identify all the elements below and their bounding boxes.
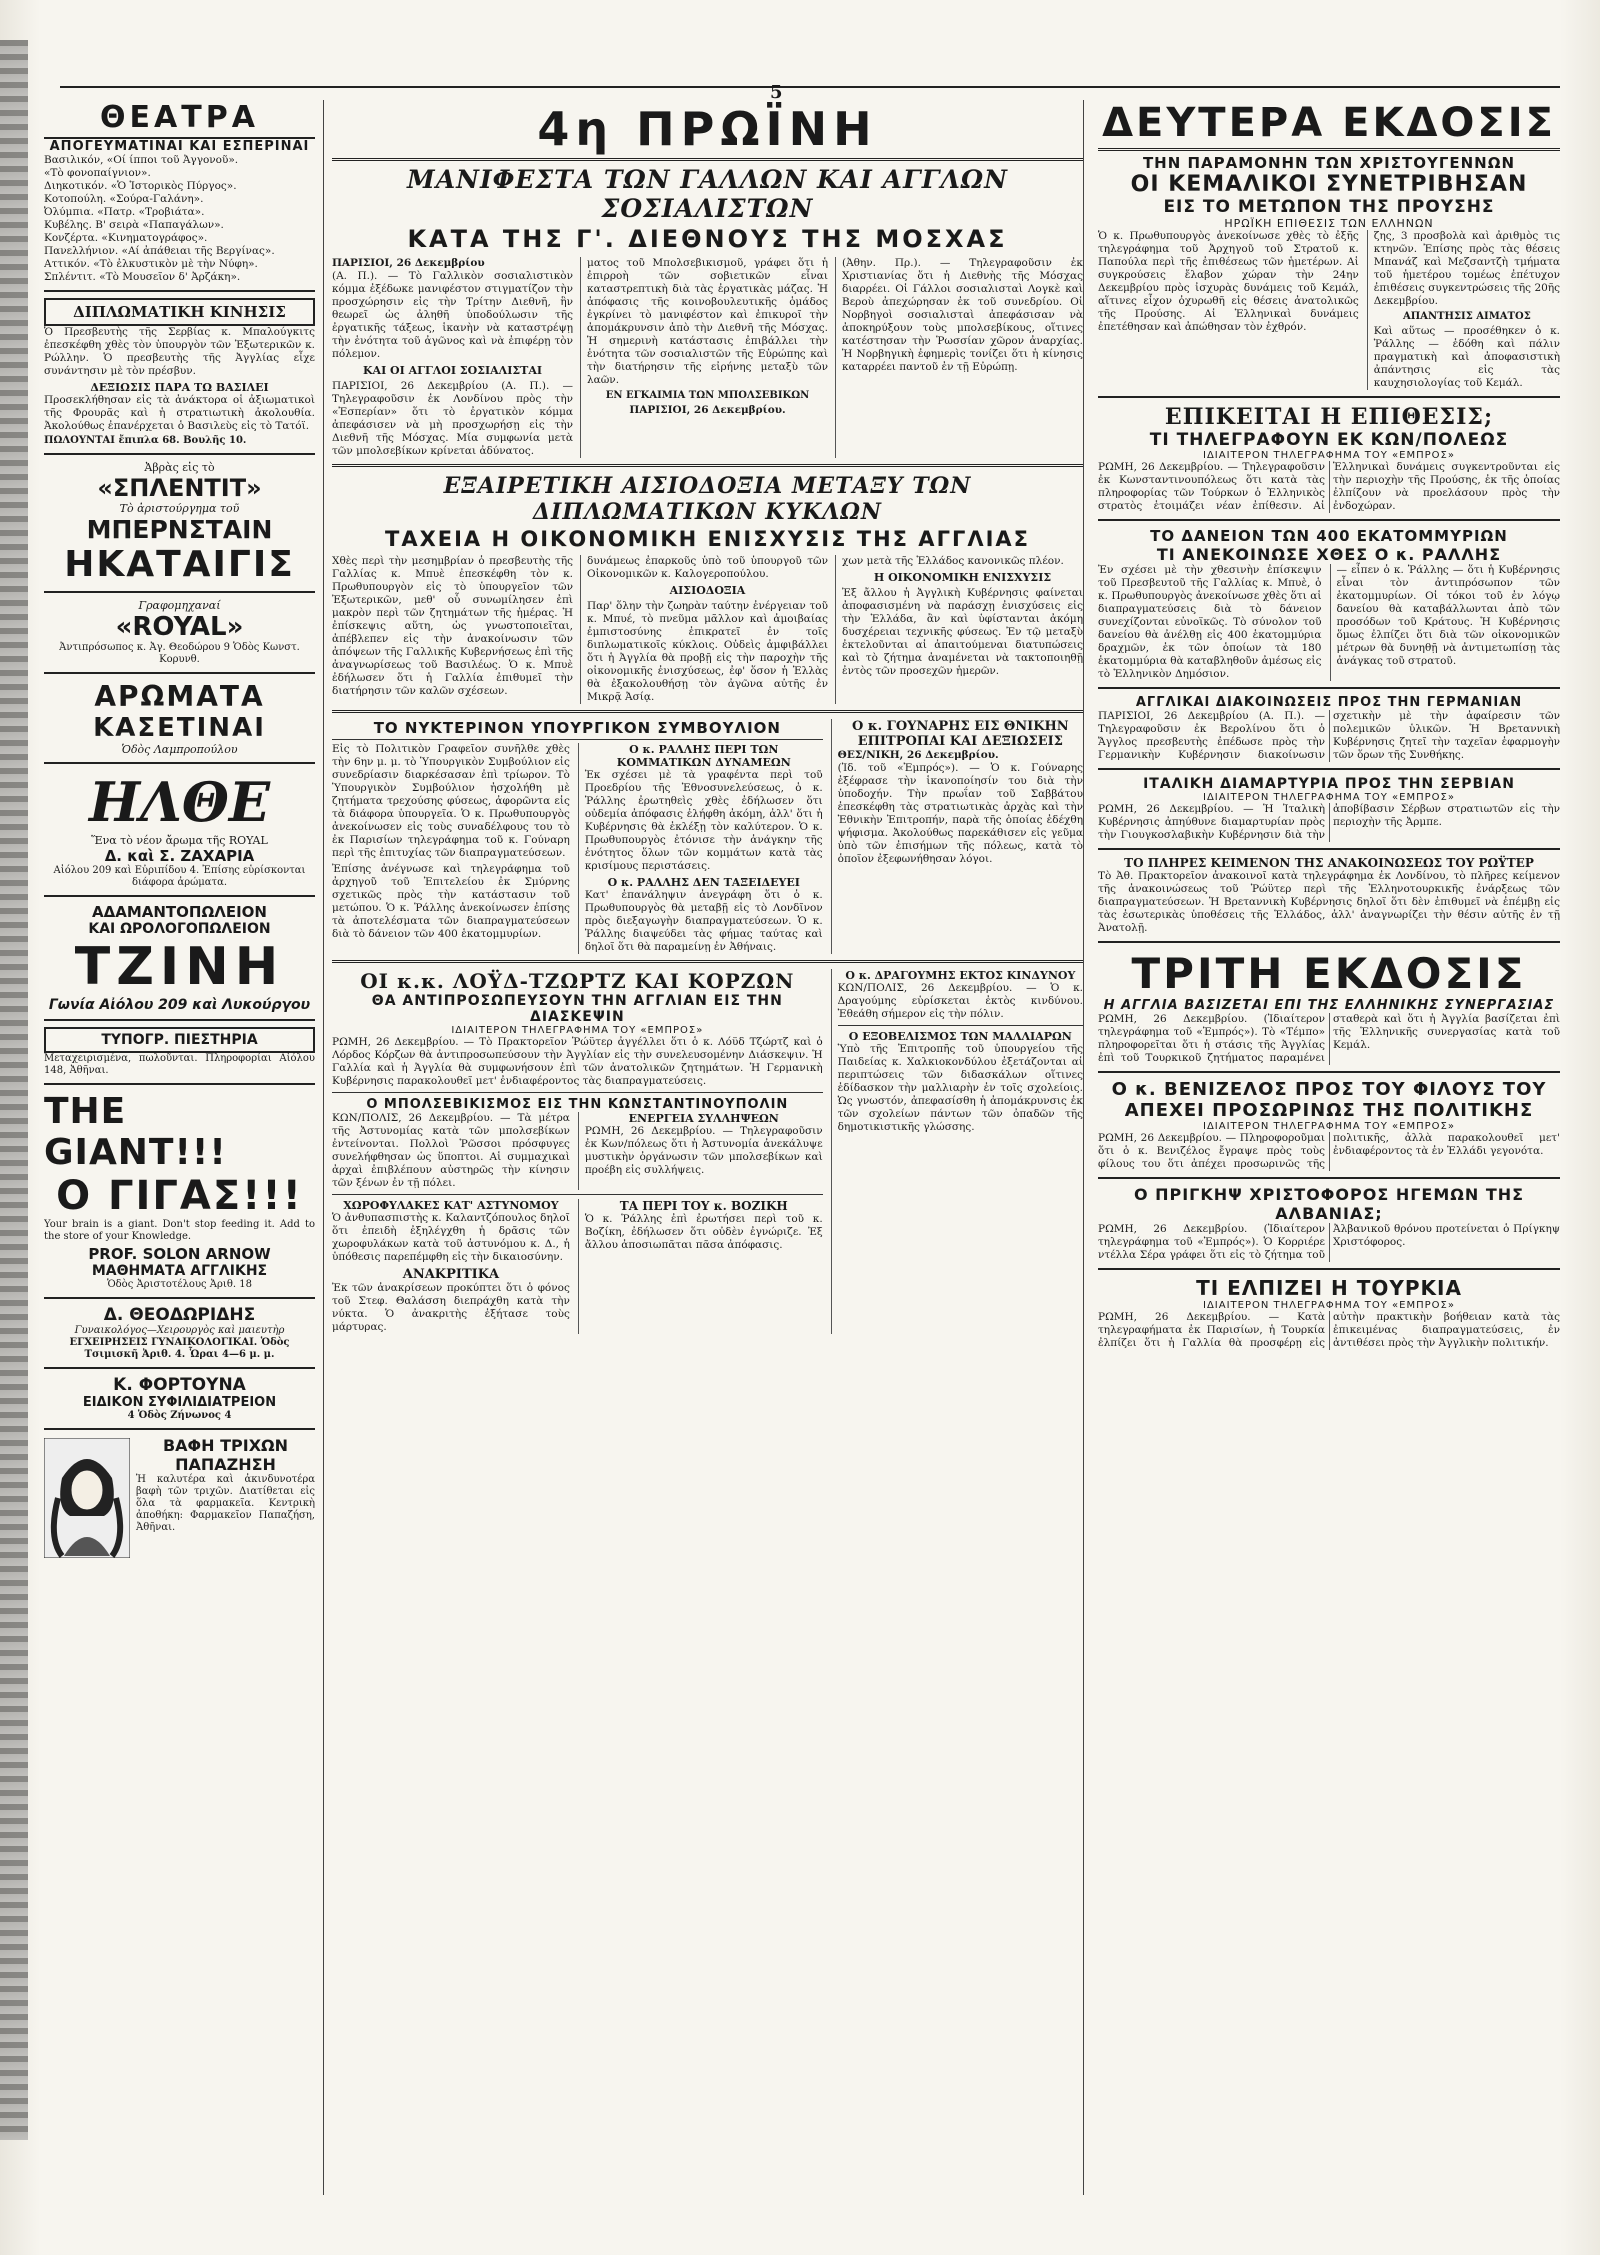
kemal-columns	[1098, 230, 1560, 390]
lloyd-text: ΡΩΜΗ, 26 Δεκεμβρίου. — Τὸ Πρακτορεῖον Ῥώϋτερ ἀγγέλλει ὅτι ὁ κ. Λόϋδ Τζώρτζ καὶ ὁ Λόρδος Κόρζων θὰ ἀντιπροσωπεύσουν τὴν Ἀγγλίαν εἰς τὴν συνελευσομένην Διάσκεψιν. Ἡ Γαλλία καὶ ἡ Ἀγγλία θὰ συμφωνήσουν ἐπὶ τῶν ἀνατολικῶν ζητημάτων. Ἡ Γερμανικὴ Κυβέρνησις παρακολουθεῖ μετ' ἐνδιαφέροντος τὰς διαπραγματεύσεις.	[332, 1036, 823, 1087]
ad-ilthe-sub: Ἕνα τὸ νέον ἄρωμα τῆς ROYAL	[91, 834, 268, 847]
gounaris-text: (Ἰδ. τοῦ «Ἐμπρός»). — Ὁ κ. Γούναρης ἐξέφρασε τὴν ἱκανοποίησίν του διὰ τὴν ὑποδοχήν. Τὴν πρωΐαν τοῦ Σαββάτου ἐπεσκέφθη τὰς στρατιωτικὰς ἀρχὰς καὶ τὴν Ἐθνικὴν Ἐπιτροπήν, παρὰ τῆς ὁποίας ἐδέχθη ψήφισμα. Ἀκολούθως παρεκάθισεν εἰς γεῦμα ὑπὸ τῶν ἐπισήμων τῆς πόλεως, κατὰ τὸ ὁποῖον ἐξεφωνήθησαν λόγοι.	[837, 762, 1083, 865]
ad-fortouna-title: Κ. ΦΟΡΤΟΥΝΑ	[113, 1375, 246, 1395]
ad-print-text: Μεταχειρισμένα, πωλοῦνται. Πληροφορίαι Αἰόλου 148, Ἀθῆναι.	[44, 1053, 315, 1076]
deposed-title: Ο ΕΞΟΒΕΛΙΣΜΟΣ ΤΩΝ ΜΑΛΛΙΑΡΩΝ	[848, 1030, 1072, 1043]
ad-splendid-pre: Ἀβρὰς εἰς τὸ	[144, 461, 215, 474]
attack-subtitle: ΤΙ ΤΗΛΕΓΡΑΦΟΥΝ ΕΚ ΚΩΝ/ΠΟΛΕΩΣ	[1149, 430, 1509, 450]
vozikis-title: ΤΑ ΠΕΡΙ ΤΟΥ κ. ΒΟΖΙΚΗ	[619, 1199, 788, 1213]
loan-text2: — εἶπεν ὁ κ. Ῥάλλης — ὅτι ἡ Κυβέρνησις εἶναι τὸν ἀντιπρόσωπον τῶν ἑκατομμυρίων. Οἱ τόκοι τοῦ ἐν λόγῳ δανείου θὰ καταβάλλωνται ἀπὸ τῶν προσόδων τοῦ Κράτους. Ἡ Κυβέρνησις ὅμως ἐλπίζει ὅτι διὰ τῶν οἰκονομικῶν μέτρων θὰ δυνηθῇ νὰ ἀντιμετωπίσῃ τὰς ἀνάγκας τοῦ στρατοῦ.	[1336, 564, 1560, 667]
sale-notice: ΠΩΛΟΥΝΤΑΙ ἔπιπλα 68. Βουλῆς 10.	[44, 435, 247, 446]
turkey-tag: ΙΔΙΑΙΤΕΡΟΝ ΤΗΛΕΓΡΑΦΗΜΑ ΤΟΥ «ΕΜΠΡΟΣ»	[1203, 1300, 1455, 1311]
ad-zacharia-text: Αἰόλου 209 καὶ Εὐριπίδου 4. Ἐπίσης εὑρίσκονται διάφορα ἀρώματα.	[53, 865, 306, 888]
theatre-item: Σπλέντιτ. «Τὸ Μουσεῖον δ' Ἀρζάκη».	[44, 271, 241, 283]
theatre-item: Κονζέρτα. «Κινηματογράφος».	[44, 232, 208, 244]
night-council-text2: Ἐπίσης ἀνέγνωσε καὶ τηλεγράφημα τοῦ ἀρχηγοῦ τοῦ Ἐπιτελείου ἐκ Σμύρνης σχετικῶς πρὸς τὴν κατάστασιν τοῦ μετώπου. Ὁ κ. Ῥάλλης ἀνεκοίνωσεν ἐπίσης τὰ ἀποτελέσματα τῶν διαπραγματεύσεων διὰ τὸ δάνειον τῶν 400 ἑκατομμυρίων.	[332, 863, 570, 940]
dragoumis-title: Ο κ. ΔΡΑΓΟΥΜΗΣ ΕΚΤΟΣ ΚΙΝΔΥΝΟΥ	[845, 969, 1076, 982]
loan-title: ΤΟ ΔΑΝΕΙΟΝ ΤΩΝ 400 ΕΚΑΤΟΜΜΥΡΙΩΝ	[1150, 527, 1508, 545]
theatre-item: Βασιλικόν, «Οί ίπποι τοῦ Ἀγγονοῦ».	[44, 154, 239, 166]
manifesto-col2-text: ματος τοῦ Μπολσεβικισμοῦ, γράφει ὅτι ἡ ἐπιρροὴ τῶν σοβιετικῶν εἶναι καταστρεπτικὴ διὰ τὰς ἐργατικὰς μάζας. Ἡ ἀπόφασις τῆς κοινοβουλευτικῆς ὁμάδος ἐγκρίνει τὸ μανιφέστον καὶ ἐπικυροῖ τὴν ἀπομάκρυνσιν ἀπὸ τὴν Διεθνῆ τῆς Μόσχας. Ἡ σημερινὴ κατάστασις ἐπιβάλλει τὴν ἑνότητα τῶν σοσιαλιστῶν τῆς Εὐρώπης καὶ τὴν διατήρησιν τῆς εἰρήνης μεταξὺ τῶν λαῶν.	[587, 257, 828, 386]
ad-theodoridis-text: ΕΓΧΕΙΡΗΣΕΙΣ ΓΥΝΑΙΚΟΛΟΓΙΚΑΙ. Ὁδὸς Τσιμισκῆ Ἀριθ. 4. Ὧραι 4—6 μ. μ.	[69, 1337, 290, 1360]
ad-tzini-title: ΤΖΙΝΗ	[74, 937, 285, 997]
ad-ikataigis: ΗΚΑΤΑΙΓΙΣ	[64, 544, 295, 585]
turkey-title: ΤΙ ΕΛΠΙΖΕΙ Η ΤΟΥΡΚΙΑ	[1196, 1276, 1462, 1300]
loan-text: Ἐν σχέσει μὲ τὴν χθεσινὴν ἐπίσκεψιν τοῦ Πρεσβευτοῦ τῆς Γαλλίας κ. Μπυὲ, ὁ κ. Πρωθυπουργὸς ἀνεκοίνωσε χθὲς ὅτι αἱ διαπραγματεύσεις διὰ τὸ δάνειον συνεχίζονται εὐνοϊκῶς. Τὸ σύνολον τοῦ δανείου θὰ ἀνέλθῃ εἰς 400 ἑκατομμύρια δραχμῶν, ἐκ τῶν ὁποίων τὰ 180 ἑκατομμύρια θὰ καταβληθοῦν ἀμέσως εἰς τὸ Ἑλληνικὸν Δημόσιον.	[1098, 564, 1322, 680]
reception-text: Προσεκλήθησαν εἰς τὰ ἀνάκτορα οἱ ἀξιωματικοὶ τῆς Φρουρᾶς καὶ ἡ στρατιωτικὴ ἀκολουθία. Ἀκολούθως ἐπανέρχεται ὁ Βασιλεὺς εἰς τὸ Τατόϊ.	[44, 394, 315, 432]
second-edition-heading: ΔΕΥΤΕΡΑ ΕΚΔΟΣΙΣ	[1098, 100, 1560, 151]
gounaris-date: ΘΕΣ/ΝΙΚΗ, 26 Δεκεμβρίου.	[837, 749, 999, 761]
ad-print	[44, 1027, 315, 1077]
ad-fortouna-sub: ΕΙΔΙΚΟΝ ΣΥΦΙΛΙΔΙΑΤΡΕΙΟΝ	[82, 1395, 277, 1410]
venizelos-tag: ΙΔΙΑΙΤΕΡΟΝ ΤΗΛΕΓΡΑΦΗΜΑ ΤΟΥ «ΕΜΠΡΟΣ»	[1203, 1121, 1455, 1132]
night-council-columns	[332, 743, 823, 954]
theatre-subheading: ΑΠΟΓΕΥΜΑΤΙΝΑΙ ΚΑΙ ΕΣΠΕΡΙΝΑΙ	[49, 139, 310, 154]
german-title: ΑΓΓΛΙΚΑΙ ΔΙΑΚΟΙΝΩΣΕΙΣ ΠΡΟΣ ΤΗΝ ΓΕΡΜΑΝΙΑΝ	[1135, 695, 1523, 710]
diplomatic-col2-text: Παρ' ὅλην τὴν ζωηρὰν ταύτην ἐνέργειαν τοῦ κ. Μπυέ, τὸ πνεῦμα μᾶλλον καὶ ἀμοιβαίας ἐμπιστοσύνης ἐπικρατεῖ ἐν τοῖς διπλωματικοῖς κύκλοις. Οὐδεὶς ἀμφιβάλλει ὅτι ἡ Ἀγγλία θὰ προβῇ εἰς τὴν παροχὴν τῆς οἰκονομικῆς ἐνισχύσεως, ἐφ' ὅσον ἡ Ἑλλὰς θὰ ἐξακολουθήσῃ τὸν ἀγῶνα αὐτῆς ἐν Μικρᾷ Ἀσίᾳ.	[587, 600, 828, 703]
guards-text: Ὁ ἀνθυπασπιστὴς κ. Καλαντζόπουλος δηλοῖ ὅτι ἐπειδὴ ἐξηλέγχθη ἡ δρᾶσις τῶν χωροφυλάκων κατὰ τοῦ ἀστυνόμου κ. Δ., ἡ ὑπόθεσις παρεπέμφθη εἰς τὴν δικαιοσύνην.	[332, 1212, 570, 1263]
vozikis-text: Ὁ κ. Ῥάλλης ἐπὶ ἐρωτήσει περὶ τοῦ κ. Βοζίκη, ἐδήλωσεν ὅτι οὐδὲν ἐγνώριζε. Ἐξ ἄλλου ἀποσιωπᾶται πᾶσα ἀπόφασις.	[584, 1213, 823, 1251]
dragoumis-text: ΚΩΝ/ΠΟΛΙΣ, 26 Δεκεμβρίου. — Ὁ κ. Δραγούμης εὑρίσκεται ἐκτὸς κινδύνου. Ἐθεάθη σήμερον εἰς τὴν πόλιν.	[837, 982, 1083, 1020]
ad-ilthe-title: ΗΛΘΕ	[88, 770, 271, 834]
ad-theodoridis	[44, 1305, 315, 1361]
rallis-text2: Κατ' ἐπανάληψιν ἀνεγράφη ὅτι ὁ κ. Πρωθυπουργὸς θὰ μεταβῇ εἰς τὸ Λονδῖνον πρὸς διεξαγωγὴν διαπραγματεύσεων. Ὁ κ. Ῥάλλης διαψεύδει τὰς φήμας ταύτας καὶ δηλοῖ ὅτι θὰ παραμείνῃ ἐν Ἀθήναις.	[584, 889, 823, 953]
lloyd-section	[332, 969, 1083, 1334]
diplomatic-optimism-title: ΕΞΑΙΡΕΤΙΚΗ ΑΙΣΙΟΔΟΞΙΑ ΜΕΤΑΞΥ ΤΩΝ ΔΙΠΛΩΜΑΤΙΚΩΝ ΚΥΚΛΩΝ	[443, 473, 972, 525]
ad-giant	[44, 1091, 315, 1291]
italy-title: ΙΤΑΛΙΚΗ ΔΙΑΜΑΡΤΥΡΙΑ ΠΡΟΣ ΤΗΝ ΣΕΡΒΙΑΝ	[1143, 776, 1515, 792]
ad-theodoridis-title: Δ. ΘΕΟΔΩΡΙΔΗΣ	[103, 1305, 256, 1325]
theatre-item: Πανελλήνιον. «Αί ἀπάθειαι τῆς Βεργίνας».	[44, 245, 275, 257]
deposed-text: Ὑπὸ τῆς Ἐπιτροπῆς τοῦ ὑπουργείου τῆς Παιδείας κ. Χαλκιοκονδύλου ἐξετάζονται αἱ περιπτώσεις τῶν διδασκάλων οἵτινες ἐδίδασκον τὴν μαλλιαρὴν ἐν τοῖς σχολείοις. Ὡς γνωστόν, ἀπεφασίσθη ἡ ἀπομάκρυνσις ἐκ τῶν σχολείων πάντων τῶν ὀπαδῶν τῆς δημοτικιστικῆς γλώσσης.	[837, 1043, 1083, 1133]
manifesto-col1-subheading: ΚΑΙ ΟΙ ΑΓΓΛΟΙ ΣΟΣΙΑΛΙΣΤΑΙ	[362, 364, 542, 377]
theatre-item: «Τὸ φονοπαίγνιον».	[44, 167, 151, 179]
diplomatic-optimism-subtitle: ΤΑΧΕΙΑ Η ΟΙΚΟΝΟΜΙΚΗ ΕΝΙΣΧΥΣΙΣ ΤΗΣ ΑΓΓΛΙΑΣ	[385, 527, 1030, 551]
italy-tag: ΙΔΙΑΙΤΕΡΟΝ ΤΗΛΕΓΡΑΦΗΜΑ ΤΟΥ «ΕΜΠΡΟΣ»	[1203, 792, 1455, 803]
kemal-text: Ὁ κ. Πρωθυπουργὸς ἀνεκοίνωσε χθὲς τὸ ἐξῆς τηλεγράφημα τοῦ Ἀρχηγοῦ τοῦ Στρατοῦ κ. Παπούλα περὶ τῆς ἐπιθέσεως τῶν ἡμετέρων. Αἱ συγκρούσεις ἔλαβον χώραν τὴν 24ην Δεκεμβρίου πρὸς ἰσχυρὰς δυνάμεις τοῦ Κεμάλ, αἵτινες εἶχον ὀχυρωθῆ εἰς θέσεις ἀνατολικῶς τῆς Προύσης. Αἱ Ἑλληνικαὶ δυνάμεις ἐπετέθησαν καὶ ἀπώθησαν τὸν ἐχθρόν.	[1098, 230, 1359, 333]
venizelos-subtitle: ΑΠΕΧΕΙ ΠΡΟΣΩΡΙΝΩΣ ΤΗΣ ΠΟΛΙΤΙΚΗΣ	[1124, 1100, 1534, 1121]
manifesto-col1-text: (Α. Π.). — Τὸ Γαλλικὸν σοσιαλιστικὸν κόμμα ἐξέδωκε μανιφέστον στιγματίζον τὴν προσχώρησιν εἰς τὴν Τρίτην Διεθνῆ, ἣν θεωρεῖ ὡς ἀληθῆ ὑποδούλωσιν τῆς ἐργατικῆς τάξεως, ἱκανὴν νὰ καταστρέψῃ τὴν ἑνότητα τοῦ ἀγῶνος καὶ νὰ ἐπιφέρῃ τὸν πόλεμον.	[332, 270, 573, 360]
rallis-title: Ο κ. ΡΑΛΛΗΣ ΠΕΡΙ ΤΩΝ ΚΟΜΜΑΤΙΚΩΝ ΔΥΝΑΜΕΩΝ	[616, 743, 791, 769]
kemal-tag: ΗΡΩΪΚΗ ΕΠΙΘΕΣΙΣ ΤΩΝ ΕΛΛΗΝΩΝ	[1224, 217, 1434, 230]
diplomatic-col3-text: Ἐξ ἄλλου ἡ Ἀγγλικὴ Κυβέρνησις φαίνεται ἀποφασισμένη νὰ παράσχῃ ἐνισχύσεις εἰς τὴν Ἑλλάδα, ἂν καὶ ὑφίστανται ἀκόμη δυσχέρειαι τεχνικῆς φύσεως. Ἐν τῷ μεταξὺ ἐκτελοῦνται αἱ ἀπαιτούμεναι διατυπώσεις καὶ τὸ ζήτημα ἀναμένεται νὰ τακτοποιηθῇ ἐντὸς τῶν προσεχῶν ἡμερῶν.	[842, 587, 1083, 677]
ad-papazisi	[44, 1436, 315, 1534]
reuter-title: ΤΟ ΠΛΗΡΕΣ ΚΕΙΜΕΝΟΝ ΤΗΣ ΑΝΑΚΟΙΝΩΣΕΩΣ ΤΟΥ ΡΩΫΤΕΡ	[1124, 856, 1534, 870]
ad-giant-text: Your brain is a giant. Don't stop feeding it. Add to the store of your Knowledge.	[44, 1219, 315, 1242]
reception-heading: ΔΕΞΙΩΣΙΣ ΠΑΡΑ ΤΩ ΒΑΣΙΛΕΙ	[90, 381, 269, 394]
theatre-item: Αττικόν. «Τὸ ἐλκυστικὸν μὲ τὴν Νύφη».	[44, 258, 258, 270]
binding-edge	[0, 40, 28, 2140]
kemal-text2: ζης, 3 προσβολὰ καὶ ἀριθμὸς τις κτηνῶν. Ἐπίσης πρὸς τὰς θέσεις Μπανάζ καὶ Μεζσαντζὴ τμήματα τοῦ ἡμετέρου τομέως ἐπέτυχον ἐπιθέσεις συγκεντρώσεις τῆς 20ῆς Δεκεμβρίου.	[1373, 230, 1560, 307]
albania-title: Ο ΠΡΙΓΚΗΨ ΧΡΙΣΤΟΦΟΡΟΣ ΗΓΕΜΩΝ ΤΗΣ ΑΛΒΑΝΙΑΣ;	[1133, 1185, 1525, 1223]
ad-mbernstain: ΜΠΕΡΝΣΤΑΙΝ	[86, 515, 273, 544]
diplomatic-col1-text: Χθὲς περὶ τὴν μεσημβρίαν ὁ πρεσβευτὴς τῆς Γαλλίας κ. Μπυὲ ἐπεσκέφθη τὸν κ. Πρωθυπουργὸν εἰς τὸ ὑπουργεῖον τῶν Ἐξωτερικῶν, μεθ' οὗ συνωμίλησεν ἐπὶ μακρὸν περὶ τῶν ζητημάτων τῆς ἡμέρας. Ἡ ἐπίσκεψις αὕτη, ὡς γνωστοποιεῖται, ἀπέβλεπεν εἰς τὴν ἀνακοίνωσιν τῶν ἀπόψεων τῆς Γαλλικῆς Κυβερνήσεως ἐπὶ τῆς ἀναγνωρίσεως τοῦ Βασιλέως. Ὁ κ. Μπυὲ ἐδήλωσεν ὅτι ἡ Γαλλία ἐπιθυμεῖ τὴν διατήρησιν τῶν καλῶν σχέσεων.	[332, 555, 573, 697]
lloyd-tag: ΙΔΙΑΙΤΕΡΟΝ ΤΗΛΕΓΡΑΦΗΜΑ ΤΟΥ «ΕΜΠΡΟΣ»	[451, 1025, 704, 1036]
german-text: ΠΑΡΙΣΙΟΙ, 26 Δεκεμβρίου (Α. Π.). — Τηλεγραφοῦσιν ἐκ Βερολίνου ὅτι ὁ Ἄγγλος πρεσβευτὴς ἐπέδωσε πρὸς τὴν Γερμανικὴν Κυβέρνησιν διακοίνωσιν σχετικὴν μὲ τὴν ἀφαίρεσιν τῶν πολεμικῶν ὑλικῶν. Ἡ Βρεταννικὴ Κυβέρνησις ζητεῖ τὴν ταχεῖαν ἐφαρμογὴν τῶν ὅρων τῆς Συνθήκης.	[1098, 710, 1560, 761]
manifesto-col1-dateline: ΠΑΡΙΣΙΟΙ, 26 Δεκεμβρίου	[332, 257, 485, 269]
theatre-item: Ὀλύμπια. «Πατρ. «Τροβιάτα».	[44, 206, 205, 218]
edition-heading: 4η ΠΡΩΪΝΗ	[332, 100, 1083, 161]
kemal-subtitle: ΕΙΣ ΤΟ ΜΕΤΩΠΟΝ ΤΗΣ ΠΡΟΥΣΗΣ	[1163, 197, 1495, 217]
guards-title: ΧΩΡΟΦΥΛΑΚΕΣ ΚΑΤ' ΑΣΤΥΝΟΜΟΥ	[343, 1199, 559, 1212]
bolshevik-subtitle: ΕΝΕΡΓΕΙΑ ΣΥΛΛΗΨΕΩΝ	[628, 1112, 779, 1125]
bolshevik-title: Ο ΜΠΟΛΣΕΒΙΚΙΣΜΟΣ ΕΙΣ ΤΗΝ ΚΩΝΣΤΑΝΤΙΝΟΥΠΟΛΙΝ	[366, 1097, 789, 1112]
kemal-text3: Καὶ αὕτως — προσέθηκεν ὁ κ. Ῥάλλης — ἐδόθη καὶ πάλιν πραγματικὴ καὶ ἀποφασιστικὴ ἀπάντησις εἰς τὰς καυχησιολογίας τοῦ Κεμάλ.	[1373, 325, 1560, 389]
night-council-title: ΤΟ ΝΥΚΤΕΡΙΝΟΝ ΥΠΟΥΡΓΙΚΟΝ ΣΥΜΒΟΥΛΙΟΝ	[332, 719, 823, 740]
england-title: Η ΑΓΓΛΙΑ ΒΑΣΙΖΕΤΑΙ ΕΠΙ ΤΗΣ ΕΛΛΗΝΙΚΗΣ ΣΥΝΕΡΓΑΣΙΑΣ	[1103, 998, 1555, 1013]
reuter-text: Τὸ Ἀθ. Πρακτορεῖον ἀνακοινοῖ κατὰ τηλεγράφημα ἐκ Λονδίνου, τὸ πλῆρες κείμενον τῆς ἀνακοινώσεως τοῦ Ῥώϋτερ περὶ τῆς Ἑλληνοτουρκικῆς ἐνάρξεως τῶν διαπραγματεύσεων. Ἡ Βρεταννικὴ Κυβέρνησις δηλοῖ ὅτι δὲν ἐπιθυμεῖ νὰ ἐπέμβῃ εἰς τὰς ἐσωτερικὰς ὑποθέσεις τῆς Ἑλλάδος, ἀλλ' ἀναγνωρίζει τὴν θέσιν αὐτῆς ἐν τῇ Ἀνατολῇ.	[1098, 870, 1560, 934]
manifesto-columns	[332, 257, 1083, 458]
gounaris-title: Ο κ. ΓΟΥΝΑΡΗΣ ΕΙΣ ΘΝΙΚΗΝ ΕΠΙΤΡΟΠΑΙ ΚΑΙ ΔΕΞΙΩΣΕΙΣ	[851, 719, 1069, 749]
ad-aromata-title: ΑΡΩΜΑΤΑ	[94, 680, 265, 713]
ad-prof: PROF. SOLON ARNOW	[88, 1245, 271, 1263]
ad-aromata	[44, 680, 315, 756]
diplomatic-col3-pre: χων μετὰ τῆς Ἑλλάδος κανονικῶς πλέον.	[842, 555, 1064, 567]
kemal-title: ΟΙ ΚΕΜΑΛΙΚΟΙ ΣΥΝΕΤΡΙΒΗΣΑΝ	[1130, 172, 1528, 197]
ad-royal-pre: Γραφομηχαναί	[138, 599, 221, 612]
rallis-subtitle: Ο κ. ΡΑΛΛΗΣ ΔΕΝ ΤΑΞΕΙΔΕΥΕΙ	[607, 876, 800, 889]
theatre-heading: ΘΕΑΤΡΑ	[44, 100, 315, 139]
anakritika-title: ΑΝΑΚΡΙΤΙΚΑ	[402, 1267, 500, 1282]
diplomatic-col2-subheading: ΑΙΣΙΟΔΟΞΙΑ	[669, 584, 746, 597]
ad-kasetinai: ΚΑΣΕΤΙΝΑΙ	[93, 713, 266, 743]
ad-splendid-mid: Τὸ ἀριστούργημα τοῦ	[119, 502, 240, 515]
ad-giant-title: THE GIANT!!!	[44, 1091, 227, 1173]
venizelos-title: Ο κ. ΒΕΝΙΖΕΛΟΣ ΠΡΟΣ ΤΟΥ ΦΙΛΟΥΣ ΤΟΥ	[1111, 1079, 1547, 1100]
diplomatic-col3-subheading: Η ΟΙΚΟΝΟΜΙΚΗ ΕΝΙΣΧΥΣΙΣ	[873, 571, 1052, 584]
night-council-text: Εἰς τὸ Πολιτικὸν Γραφεῖον συνῆλθε χθὲς τὴν 6ην μ. μ. τὸ Ὑπουργικὸν Συμβούλιον εἰς συνεδρίασιν διαρκέσασαν ἐπὶ τρίωρον. Τὸ Ὑπουργικὸν Συμβούλιον ἠσχολήθη μὲ ζητήματα τρεχούσης φύσεως, ἀφορῶντα εἰς τὰ διάφορα ὑπουργεῖα. Ὁ κ. Πρωθυπουργὸς ἀνεκοίνωσεν εἰς τοὺς συναδέλφους του τὸ ἐκ Παρισίων τηλεγράφημα τοῦ κ. Γούναρη περὶ τῆς ἐπιτυχίας τῶν διαπραγματεύσεων.	[332, 743, 570, 859]
ad-aromata-sub: Ὁδὸς Λαμπροπούλου	[121, 743, 238, 756]
ad-ogigas: Ο ΓΙΓΑΣ!!!	[56, 1173, 303, 1219]
ad-fortouna-addr: 4 Ὁδὸς Ζήνωνος 4	[127, 1410, 232, 1421]
kemal-subheading2: ΑΠΑΝΤΗΣΙΣ ΑΙΜΑΤΟΣ	[1402, 311, 1531, 322]
diplomatic-heading: ΔΙΠΛΩΜΑΤΙΚΗ ΚΙΝΗΣΙΣ	[44, 298, 315, 326]
loan-columns	[1098, 564, 1560, 681]
ad-splendid-title: «ΣΠΛΕΝΤΙΤ»	[97, 474, 262, 502]
bolshevik-text2: ΡΩΜΗ, 26 Δεκεμβρίου. — Τηλεγραφοῦσιν ἐκ Κων/πόλεως ὅτι ἡ Ἀστυνομία ἀνεκάλυψε μυστικὴν ὀργάνωσιν τῶν μπολσεβίκων καὶ προέβη εἰς συλλήψεις.	[584, 1125, 823, 1176]
right-column	[1092, 100, 1560, 2195]
ad-papazisi-text: Ἡ καλυτέρα καὶ ἀκινδυνοτέρα βαφὴ τῶν τριχῶν. Διατίθεται εἰς ὅλα τὰ φαρμακεῖα. Κεντρικὴ ἀποθήκη: Φαρμακεῖον Παπαζήση, Ἀθῆναι.	[136, 1474, 315, 1533]
attack-title: ΕΠΙΚΕΙΤΑΙ Η ΕΠΙΘΕΣΙΣ;	[1164, 404, 1494, 430]
ad-royal-title: «ROYAL»	[115, 612, 244, 642]
ad-tzini-addr: Γωνία Αἰόλου 209 καὶ Λυκούργου	[48, 997, 311, 1013]
lloyd-subtitle: ΘΑ ΑΝΤΙΠΡΟΣΩΠΕΥΣΟΥΝ ΤΗΝ ΑΓΓΛΙΑΝ ΕΙΣ ΤΗΝ ΔΙΑΣΚΕΨΙΝ	[371, 993, 783, 1025]
bolshevik-columns	[332, 1112, 823, 1190]
ad-zacharia: Δ. καὶ Σ. ΖΑΧΑΡΙΑ	[104, 847, 255, 865]
manifesto-subtitle: ΚΑΤΑ ΤΗΣ Γ'. ΔΙΕΘΝΟΥΣ ΤΗΣ ΜΟΣΧΑΣ	[407, 225, 1008, 253]
ad-tzini	[44, 903, 315, 1013]
manifesto-col2-date: ΠΑΡΙΣΙΟΙ, 26 Δεκεμβρίου.	[629, 404, 786, 416]
manifesto-col1-text2: ΠΑΡΙΣΙΟΙ, 26 Δεκεμβρίου (Α. Π.). — Τηλεγραφοῦσιν ἐκ Λονδίνου πρὸς τὴν «Ἐσπερίαν» ὅτι τὸ ἐργατικὸν κόμμα ἀπεφάσισεν νὰ μὴ προσχωρήσῃ εἰς τὴν Διεθνῆ τῆς Μόσχας. Μία συμφωνία μετὰ τῶν μπολσεβίκων κρίνεται ἀδύνατος.	[332, 380, 573, 457]
theatre-list	[44, 154, 315, 284]
center-column	[332, 100, 1084, 2195]
rallis-text: Ἐκ σχέσει μὲ τὰ γραφέντα περὶ τοῦ Προεδρίου τῆς Ἐθνοσυνελεύσεως, ὁ κ. Ῥάλλης ἐρωτηθεὶς χθὲς ἐδήλωσεν ὅτι οὐδεμία ἀπόφασις ἐλήφθη ἀκόμη, ἀλλ' ὅτι ἡ Κυβέρνησις θὰ ἐκλέξῃ τὸν καλύτερον. Ὁ κ. Πρωθυπουργὸς ἐτόνισε τὴν ἀνάγκην τῆς ἑνότητος ὅλων τῶν κομμάτων κατὰ τὰς κρισίμους περιστάσεις.	[584, 769, 823, 872]
diplomatic-columns	[332, 555, 1083, 704]
bolshevik-text: ΚΩΝ/ΠΟΛΙΣ, 26 Δεκεμβρίου. — Τὰ μέτρα τῆς Ἀστυνομίας κατὰ τῶν μπολσεβίκων ἐντείνονται. Πολλοὶ Ῥῶσσοι πρόσφυγες συνελήφθησαν ὡς ὕποπτοι. Αἱ συμμαχικαὶ ἀρχαὶ ἐπιβλέπουν αὐστηρῶς τὴν κίνησιν τῶν ξένων ἐν τῇ πόλει.	[332, 1112, 570, 1189]
manifesto-col3-text: (Ἀθην. Πρ.). — Τηλεγραφοῦσιν ἐκ Χριστιανίας ὅτι ἡ Διεθνὴς τῆς Μόσχας διαρρέει. Οἱ Γάλλοι σοσιαλισταὶ Λογκὲ καὶ Βεροὺ ἀπεχώρησαν ἐκ τοῦ συνεδρίου. Οἱ Νορβηγοὶ σοσιαλισταὶ ἀπεφάσισαν νὰ ἀποκηρύξουν τοὺς μπολσεβίκους, οἵτινες κατέστησαν τὴν Ῥωσσίαν χῶρον ἀναρχίας. Ἡ Νορβηγικὴ ἐφημερὶς τονίζει ὅτι ἡ κίνησις καταρρέει παντοῦ ἐν τῇ Εὐρώπῃ.	[842, 257, 1083, 373]
lower-center	[332, 719, 1083, 954]
misc-columns	[332, 1199, 823, 1334]
manifesto-col2-subheading: ΕΝ ΕΓΚΑΙΜΙΑ ΤΩΝ ΜΠΟΛΣΕΒΙΚΩΝ	[605, 390, 810, 401]
ad-prof-sub: ΜΑΘΗΜΑΤΑ ΑΓΓΛΙΚΗΣ	[91, 1263, 268, 1279]
ad-prof-addr: Ὁδὸς Ἀριστοτέλους Ἀριθ. 18	[107, 1279, 252, 1290]
lloyd-title: ΟΙ κ.κ. ΛΟΫΔ-ΤΖΩΡΤΖ ΚΑΙ ΚΟΡΖΩΝ	[360, 969, 795, 993]
xmas-heading: ΤΗΝ ΠΑΡΑΜΟΝΗΝ ΤΩΝ ΧΡΙΣΤΟΥΓΕΝΝΩΝ	[1142, 154, 1516, 172]
ad-papazisi-title: ΒΑΦΗ ΤΡΙΧΩΝ ΠΑΠΑΖΗΣΗ	[162, 1436, 289, 1474]
ad-splendid	[44, 461, 315, 585]
ad-print-title: ΤΥΠΟΓΡ. ΠΙΕΣΤΗΡΙΑ	[44, 1027, 315, 1053]
theatre-item: Κοτοπούλη. «Σούρα-Γαλάνη».	[44, 193, 204, 205]
attack-text: ΡΩΜΗ, 26 Δεκεμβρίου. — Τηλεγραφοῦσιν ἐκ Κωνσταντινουπόλεως ὅτι κατὰ τὰς πληροφορίας τῶν Τούρκων ὁ Ἑλληνικὸς στρατὸς ἑτοιμάζει νέαν ἐπίθεσιν. Αἱ Ἑλληνικαὶ δυνάμεις συγκεντροῦνται εἰς τὴν περιοχὴν τῆς Προύσης, ἐκ τῆς ὁποίας ἐλπίζουν νὰ προελάσουν πρὸς τὴν ἐνδοχώραν.	[1098, 461, 1560, 512]
diplomatic-col2-pre: δυνάμεως ἐπαρκοῦς ὑπὸ τοῦ ὑπουργοῦ τῶν Οἰκονομικῶν κ. Καλογεροπούλου.	[587, 555, 828, 580]
left-column	[44, 100, 324, 2195]
portrait-illustration	[44, 1438, 130, 1558]
turkey-text: ΡΩΜΗ, 26 Δεκεμβρίου. — Κατὰ τηλεγραφήματα ἐκ Παρισίων, ἡ Τουρκία ἐλπίζει ὅτι ἡ Γαλλία θὰ προσφέρῃ εἰς αὐτὴν πρακτικὴν βοήθειαν κατὰ τὰς ἐπικειμένας διαπραγματεύσεις, ἐν ἀντιθέσει πρὸς τὴν Ἀγγλικὴν πολιτικήν.	[1098, 1311, 1560, 1349]
ad-theodoridis-sub: Γυναικολόγος—Χειρουργὸς καὶ μαιευτὴρ	[74, 1325, 285, 1336]
italy-text: ΡΩΜΗ, 26 Δεκεμβρίου. — Ἡ Ἰταλικὴ Κυβέρνησις ἀπηύθυνε διαμαρτυρίαν πρὸς τὴν Γιουγκοσλαβικὴν Κυβέρνησιν διὰ τὴν ἀποβίβασιν Σέρβων στρατιωτῶν εἰς τὴν περιοχὴν τῆς Ἀρμπε.	[1098, 803, 1560, 841]
theatre-item: Κυβέλης. Β' σειρὰ «Παπαγάλων».	[44, 219, 224, 231]
ad-diamond: ΑΔΑΜΑΝΤΟΠΩΛΕΙΟΝ	[92, 903, 267, 921]
ad-royal	[44, 599, 315, 666]
loan-subtitle: ΤΙ ΑΝΕΚΟΙΝΩΣΕ ΧΘΕΣ Ο κ. ΡΑΛΛΗΣ	[1156, 545, 1502, 564]
venizelos-text: ΡΩΜΗ, 26 Δεκεμβρίου. — Πληροφοροῦμαι ὅτι ὁ κ. Βενιζέλος ἔγραψε πρὸς τοὺς φίλους του ὅτι ἀπέχει προσωρινῶς τῆς πολιτικῆς, ἀλλὰ παρακολουθεῖ μετ' ἐνδιαφέροντος τὰ ἐν Ἑλλάδι γεγονότα.	[1098, 1132, 1560, 1170]
ad-watch: ΚΑΙ ΩΡΟΛΟΓΟΠΩΛΕΙΟΝ	[88, 921, 271, 937]
ad-fortouna	[44, 1375, 315, 1422]
top-rule	[60, 78, 1560, 88]
ad-ilthe	[44, 770, 315, 889]
page-number: 5	[770, 82, 783, 103]
england-text: ΡΩΜΗ, 26 Δεκεμβρίου. (Ἰδιαίτερον τηλεγράφημα τοῦ «Ἐμπρός»). Τὸ «Τέμπο» πληροφορεῖται ὅτι ἡ στάσις τῆς Ἀγγλίας ἐπὶ τοῦ Τουρκικοῦ ζητήματος παραμένει σταθερὰ καὶ ὅτι ἡ Ἀγγλία βασίζεται ἐπὶ τῆς Ἑλληνικῆς συνεργασίας κατὰ τοῦ Κεμάλ.	[1098, 1013, 1560, 1064]
anakritika-text: Ἐκ τῶν ἀνακρίσεων προκύπτει ὅτι ὁ φόνος τοῦ Στεφ. Θαλάσση διεπράχθη κατὰ τὴν νύκτα. Ὁ ἀνακριτὴς ἐξήτασε τοὺς μάρτυρας.	[332, 1282, 570, 1333]
theatre-item: Διηκοτικόν. «Ὁ Ἱστορικὸς Πύργος».	[44, 180, 237, 192]
diplomatic-text: Ὁ Πρεσβευτὴς τῆς Σερβίας κ. Μπαλούγκιτς ἐπεσκέφθη χθὲς τὸν ὑπουργὸν τῶν Ἐξωτερικῶν κ. Ρώλλην. Ὁ πρεσβευτὴς τῆς Ἀγγλίας εἶχε συνάντησιν μὲ τὸν πρέσβυν.	[44, 326, 315, 377]
albania-text: ΡΩΜΗ, 26 Δεκεμβρίου. (Ἰδιαίτερον τηλεγράφημα τοῦ «Ἐμπρός»). Ὁ Κορριέρε ντέλλα Σέρα γράφει ὅτι εἰς τὸ ζήτημα τοῦ Ἀλβανικοῦ θρόνου προτείνεται ὁ Πρίγκηψ Χριστόφορος.	[1098, 1223, 1560, 1261]
third-edition-heading: ΤΡΙΤΗ ΕΚΔΟΣΙΣ	[1131, 949, 1527, 998]
ad-royal-text: Ἀντιπρόσωπος κ. Ἀγ. Θεοδώρου 9 Ὁδὸς Κωνστ. Κορυνθ.	[59, 642, 300, 665]
attack-tag: ΙΔΙΑΙΤΕΡΟΝ ΤΗΛΕΓΡΑΦΗΜΑ ΤΟΥ «ΕΜΠΡΟΣ»	[1203, 450, 1455, 461]
manifesto-title: ΜΑΝΙΦΕΣΤΑ ΤΩΝ ΓΑΛΛΩΝ ΚΑΙ ΑΓΓΛΩΝ ΣΟΣΙΑΛΙΣΤΩΝ	[407, 165, 1008, 223]
